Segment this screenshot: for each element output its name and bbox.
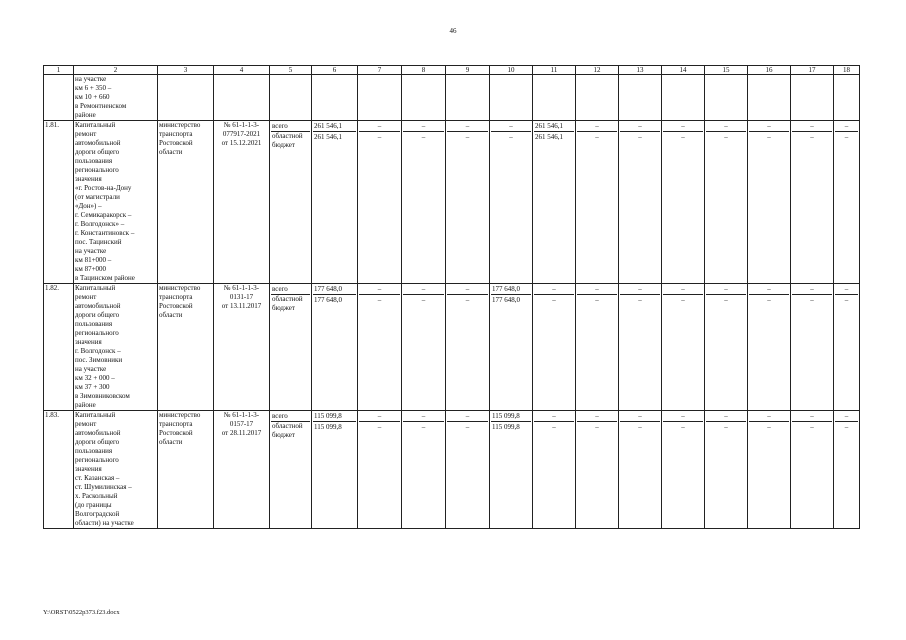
empty-cell [214,75,270,121]
value-cell [576,411,619,529]
document-line: от 13.11.2017 [221,302,262,310]
value: 115 099,8 [491,411,531,422]
value: – [638,296,642,304]
value: 261 546,1 [313,121,356,132]
table-row-continuation [44,75,860,121]
value-cell [533,411,576,529]
organization-line: области [159,311,183,319]
description-line: (до границы [75,501,112,509]
table-row [44,284,860,411]
value: – [447,411,488,422]
organization-line: Ростовской [159,429,193,437]
empty-cell [662,75,705,121]
description-line: значения [75,338,102,346]
description-line: дороги общего [75,311,120,319]
description-line: пользования [75,157,113,165]
value: – [844,133,849,141]
value: – [359,284,400,295]
value: 115 099,8 [313,411,356,422]
organization-line: министерство [159,411,201,419]
description-line: на участке [75,247,107,255]
document-line: от 15.12.2021 [221,139,262,147]
value-cell [402,284,446,411]
value: – [447,284,488,295]
description-line: ремонт [75,130,97,138]
value: – [835,284,858,295]
value: – [465,133,470,141]
funding-source: областной бюджет [272,132,303,149]
value: – [810,296,814,304]
value: – [534,284,574,295]
file-path-footer: Y:\ORST\0522p373.f23.docx [43,609,120,616]
value: – [681,423,685,431]
description-cell [74,75,158,121]
value-cell [533,284,576,411]
column-header: 4 [214,66,270,75]
value: – [377,296,382,304]
description-line: «г. Ростов-на-Дону [75,184,132,192]
description-line: районе [75,401,96,409]
description-line: в Тацинском районе [75,274,135,282]
description-line: регионального [75,456,119,464]
value: 177 648,0 [492,296,520,304]
description-line: пользования [75,447,113,455]
description-line: в Ремонтненском [75,102,127,110]
organization-line: транспорта [159,130,193,138]
description-line: км 37 + 300 [75,383,110,391]
value: – [767,423,771,431]
description-line: км 81+000 – [75,256,112,264]
value-cell [619,121,662,284]
empty-cell [158,75,214,121]
value: – [465,423,470,431]
document-line: 0157-17 [229,420,254,428]
value: – [724,296,728,304]
organization-line: министерство [159,284,201,292]
value-cell [576,284,619,411]
value-cell [791,284,834,411]
value-cell [358,284,402,411]
row-number: 1.83. [44,411,74,529]
description-line: регионального [75,166,119,174]
document-line: № 61-1-1-3- [223,284,260,292]
organization-line: транспорта [159,420,193,428]
description-line: км 10 + 660 [75,93,110,101]
value-cell [446,284,490,411]
description-line: на участке [75,75,107,83]
description-line: ст. Шумилинская – [75,483,132,491]
description-line: дороги общего [75,438,120,446]
funding-source: областной бюджет [272,295,303,312]
description-line: на участке [75,365,107,373]
column-header: 2 [74,66,158,75]
value: – [844,296,849,304]
empty-cell [358,75,402,121]
funding-source: всего [271,121,310,132]
value: – [663,411,703,422]
description-line: дороги общего [75,148,120,156]
value-cell [834,121,860,284]
value-cell [402,411,446,529]
empty-cell [705,75,748,121]
value-cell [662,121,705,284]
column-header: 12 [576,66,619,75]
value: – [620,121,660,132]
value-cell [312,411,358,529]
value: – [577,121,617,132]
value: – [792,284,832,295]
value-cell [446,121,490,284]
value-cell [490,411,533,529]
value-cell [791,121,834,284]
funding-source: всего [271,284,310,295]
value-cell [705,411,748,529]
funding-source-cell [270,121,312,284]
value: – [792,121,832,132]
budget-table [43,65,860,529]
value: 261 546,1 [534,121,574,132]
value-cell [490,284,533,411]
organization-cell [158,411,214,529]
value: – [638,423,642,431]
value: – [595,296,599,304]
value-cell [576,121,619,284]
description-line: районе [75,111,96,119]
value: – [835,121,858,132]
empty-cell [312,75,358,121]
value: – [421,296,426,304]
value: – [663,284,703,295]
document-cell [214,411,270,529]
organization-cell [158,284,214,411]
description-line: г. Константиновск – [75,229,135,237]
description-line: значения [75,465,102,473]
value: – [681,133,685,141]
value: – [421,423,426,431]
description-line: пользования [75,320,113,328]
empty-cell [533,75,576,121]
description-line: «Дон») – [75,202,102,210]
value: 261 546,1 [314,133,342,141]
value-cell [748,411,791,529]
row-number: 1.82. [44,284,74,411]
value: – [403,411,444,422]
organization-line: транспорта [159,293,193,301]
description-line: пос. Зимовники [75,356,123,364]
document-line: 077917-2021 [222,130,261,138]
description-line: пос. Тацинский [75,238,122,246]
value: – [359,121,400,132]
funding-source: областной бюджет [272,422,303,439]
value: – [810,423,814,431]
value: – [835,411,858,422]
value: – [706,411,746,422]
value: – [767,296,771,304]
value: 177 648,0 [491,284,531,295]
empty-cell [834,75,860,121]
value-cell [490,121,533,284]
description-line: автомобильной [75,302,121,310]
column-header-row [44,66,860,75]
organization-line: министерство [159,121,201,129]
column-header: 10 [490,66,533,75]
document-line: 0131-17 [229,293,254,301]
organization-line: Ростовской [159,302,193,310]
empty-cell [619,75,662,121]
description-line: автомобильной [75,139,121,147]
value: – [724,133,728,141]
description-cell [74,411,158,529]
value-cell [312,121,358,284]
value-cell [446,411,490,529]
row-number [44,75,74,121]
document-cell [214,284,270,411]
description-line: км 87+000 [75,265,107,273]
value: 261 546,1 [535,133,563,141]
column-header: 17 [791,66,834,75]
description-line: Капитальный [75,284,116,292]
value: – [749,284,789,295]
value-cell [312,284,358,411]
value: – [749,121,789,132]
value: 115 099,8 [492,423,520,431]
value: – [749,411,789,422]
value: – [403,284,444,295]
value-cell [834,411,860,529]
value: – [403,121,444,132]
column-header: 8 [402,66,446,75]
document-cell [214,121,270,284]
value: 177 648,0 [313,284,356,295]
row-number: 1.81. [44,121,74,284]
description-cell [74,284,158,411]
value-cell [402,121,446,284]
value: – [534,411,574,422]
value: – [577,284,617,295]
description-line: км 6 + 350 – [75,84,112,92]
funding-source: всего [271,411,310,422]
description-line: автомобильной [75,429,121,437]
value: 177 648,0 [314,296,342,304]
value-cell [358,411,402,529]
value: – [447,121,488,132]
value-cell [358,121,402,284]
value-cell [791,411,834,529]
value: – [552,423,556,431]
value: – [577,411,617,422]
value-cell [619,284,662,411]
value: – [595,423,599,431]
description-line: км 32 + 000 – [75,374,115,382]
column-header: 3 [158,66,214,75]
column-header: 18 [834,66,860,75]
value-cell [533,121,576,284]
column-header: 6 [312,66,358,75]
description-line: в Зимовниковском [75,392,130,400]
funding-source-cell [270,284,312,411]
document-line: № 61-1-1-3- [223,411,260,419]
description-cell [74,121,158,284]
page-number: 46 [449,27,457,35]
document-line: от 28.11.2017 [221,429,262,437]
description-line: г. Волгодонск – [75,347,121,355]
value: – [706,284,746,295]
organization-line: области [159,438,183,446]
column-header: 13 [619,66,662,75]
value-cell [705,284,748,411]
description-line: Капитальный [75,411,116,419]
value: – [810,133,814,141]
table-row [44,411,860,529]
value: – [681,296,685,304]
column-header: 9 [446,66,490,75]
value-cell [834,284,860,411]
value: – [509,133,513,141]
value: 115 099,8 [314,423,342,431]
value: – [767,133,771,141]
description-line: х. Раскольный [75,492,118,500]
empty-cell [748,75,791,121]
column-header: 15 [705,66,748,75]
value: – [359,411,400,422]
table-row [44,121,860,284]
value: – [421,133,426,141]
value: – [377,133,382,141]
empty-cell [791,75,834,121]
organization-cell [158,121,214,284]
value-cell [748,284,791,411]
empty-cell [490,75,533,121]
value-cell [662,411,705,529]
value: – [377,423,382,431]
empty-cell [270,75,312,121]
description-line: Волгоградской [75,510,120,518]
description-line: ст. Казанская – [75,474,120,482]
description-line: значения [75,175,102,183]
description-line: Капитальный [75,121,116,129]
value: – [620,411,660,422]
value: – [552,296,556,304]
column-header: 1 [44,66,74,75]
value: – [620,284,660,295]
value: – [706,121,746,132]
column-header: 5 [270,66,312,75]
description-line: регионального [75,329,119,337]
value-cell [748,121,791,284]
value: – [844,423,849,431]
column-header: 14 [662,66,705,75]
empty-cell [446,75,490,121]
organization-line: Ростовской [159,139,193,147]
organization-line: области [159,148,183,156]
value: – [792,411,832,422]
value-cell [705,121,748,284]
funding-source-cell [270,411,312,529]
value: – [465,296,470,304]
value: – [663,121,703,132]
description-line: ремонт [75,420,97,428]
empty-cell [576,75,619,121]
column-header: 7 [358,66,402,75]
column-header: 11 [533,66,576,75]
value: – [724,423,728,431]
description-line: области) на участке [75,519,134,527]
description-line: г. Волгодонск» – [75,220,125,228]
description-line: г. Семикаракорск – [75,211,132,219]
value-cell [619,411,662,529]
document-line: № 61-1-1-3- [223,121,260,129]
column-header: 16 [748,66,791,75]
description-line: (от магистрали [75,193,120,201]
value: – [638,133,642,141]
empty-cell [402,75,446,121]
value-cell [662,284,705,411]
value: – [491,121,531,132]
description-line: ремонт [75,293,97,301]
value: – [595,133,599,141]
